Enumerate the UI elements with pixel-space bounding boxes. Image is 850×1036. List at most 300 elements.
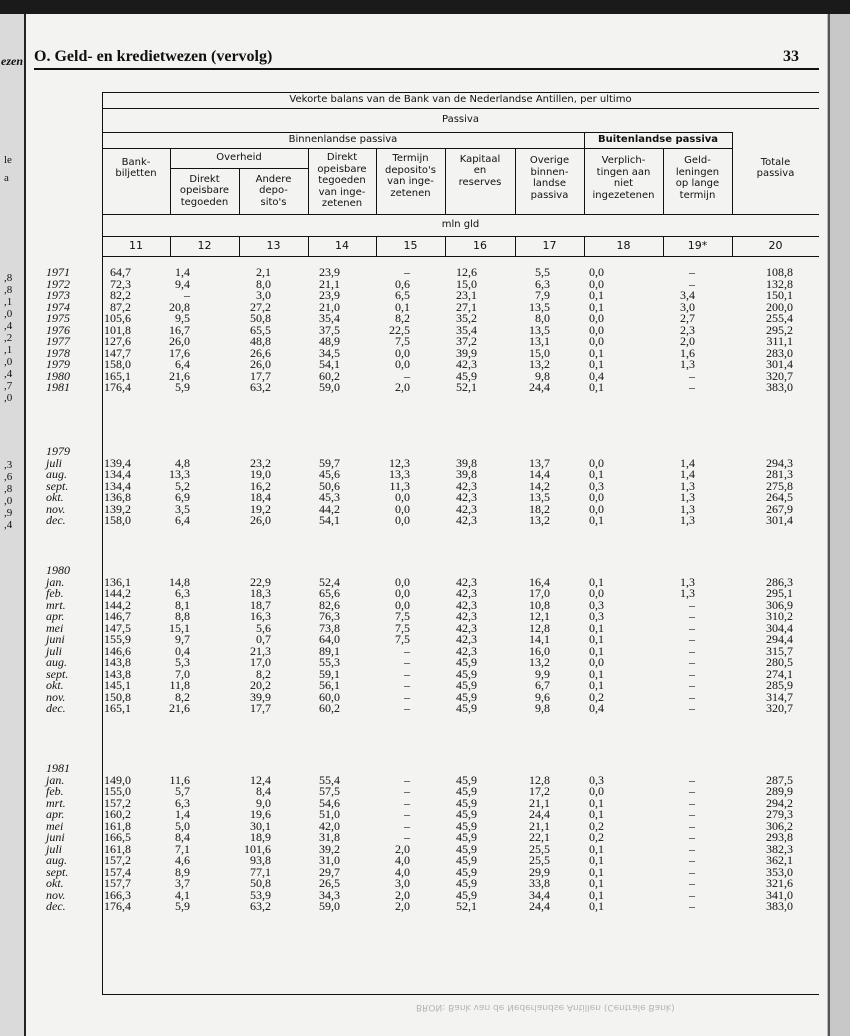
- table-cell: –: [689, 853, 695, 867]
- table-cell: –: [689, 772, 695, 787]
- table-cell: 63,2: [250, 899, 271, 913]
- table-cell: –: [689, 795, 695, 810]
- table-cell: 1,4: [680, 455, 695, 470]
- table-cell: 17,7: [250, 368, 271, 383]
- table-cell: 155,9: [104, 632, 131, 646]
- table-cell: 72,3: [110, 276, 131, 291]
- table-cell: 4,1: [175, 887, 190, 902]
- value-column: [635, 772, 695, 913]
- table-cell: 6,7: [535, 678, 550, 692]
- table-cell: 42,3: [456, 501, 477, 516]
- table-cell: 21,3: [250, 643, 271, 658]
- table-cell: 26,0: [250, 513, 271, 527]
- table-cell: –: [689, 689, 695, 704]
- table-cell: 283,0: [766, 345, 793, 360]
- table-cell: 0,4: [175, 643, 190, 658]
- table-cell: 0,1: [589, 467, 604, 481]
- table-cell: 0,1: [589, 841, 604, 856]
- table-cell: 0,1: [589, 345, 604, 360]
- table-cell: 20,2: [250, 678, 271, 692]
- table-cell: 0,1: [395, 299, 410, 314]
- table-cell: –: [689, 678, 695, 692]
- row-label: 1972: [46, 276, 70, 291]
- table-cell: 0,7: [256, 632, 271, 646]
- table-cell: –: [689, 701, 695, 715]
- value-column: [130, 772, 190, 913]
- table-cell: 2,1: [256, 265, 271, 279]
- table-cell: 8,0: [256, 276, 271, 291]
- value-column: [350, 574, 410, 715]
- table-cell: 9,6: [535, 689, 550, 704]
- col-18-header: Verplich- tingen aan niet ingezetenen: [592, 155, 655, 201]
- table-cell: 0,0: [589, 311, 604, 325]
- table-cell: 9,8: [535, 368, 550, 383]
- col-19-header: Geld- leningen op lange termijn: [675, 155, 720, 201]
- table-cell: 15,1: [169, 620, 190, 635]
- row-label: 1975: [46, 311, 70, 325]
- table-cell: 294,4: [766, 632, 793, 646]
- table-cell: 76,3: [319, 609, 340, 623]
- table-cell: 45,9: [456, 853, 477, 867]
- table-cell: 45,9: [456, 841, 477, 856]
- table-cell: 23,2: [250, 455, 271, 470]
- table-cell: 0,0: [589, 322, 604, 337]
- table-cell: 3,5: [175, 501, 190, 516]
- table-cell: 8,2: [395, 311, 410, 325]
- table-cell: 17,6: [169, 345, 190, 360]
- table-cell: 0,1: [589, 357, 604, 371]
- table-cell: 1,3: [680, 501, 695, 516]
- row-label: 1973: [46, 288, 70, 302]
- table-cell: 139,2: [104, 501, 131, 516]
- table-cell: 9,7: [175, 632, 190, 646]
- table-cell: 57,5: [319, 784, 340, 798]
- table-cell: 0,1: [589, 632, 604, 646]
- table-cell: 45,9: [456, 784, 477, 798]
- table-cell: –: [404, 689, 410, 704]
- table-cell: 6,4: [175, 513, 190, 527]
- table-cell: 267,9: [766, 501, 793, 516]
- document-page: [26, 14, 827, 1036]
- table-cell: 8,2: [256, 666, 271, 681]
- table-cell: 143,8: [104, 666, 131, 681]
- rule: [102, 994, 819, 995]
- table-cell: 45,9: [456, 666, 477, 681]
- row-label: juli: [46, 455, 63, 470]
- row-label: nov.: [46, 887, 66, 902]
- table-cell: 264,5: [766, 490, 793, 504]
- table-cell: 8,0: [535, 311, 550, 325]
- table-cell: 82,6: [319, 597, 340, 612]
- table-cell: 0,3: [589, 597, 604, 612]
- table-cell: 150,8: [104, 689, 131, 704]
- table-cell: 7,5: [395, 620, 410, 635]
- table-cell: 320,7: [766, 701, 793, 715]
- domestic-header: Binnenlandse passiva: [288, 134, 398, 146]
- table-cell: 287,5: [766, 772, 793, 787]
- col-14-header: Direkt opeisbare tegoeden van inge- zetenen: [317, 152, 367, 210]
- table-cell: 8,8: [175, 609, 190, 623]
- table-cell: 35,2: [456, 311, 477, 325]
- value-column: [211, 574, 271, 715]
- table-cell: 87,2: [110, 299, 131, 314]
- table-cell: –: [689, 864, 695, 879]
- table-cell: 14,4: [529, 467, 550, 481]
- table-cell: 127,6: [104, 334, 131, 348]
- table-cell: 5,5: [535, 265, 550, 279]
- row-label: mei: [46, 620, 64, 635]
- table-cell: 54,6: [319, 795, 340, 810]
- table-cell: 26,6: [250, 345, 271, 360]
- left-page-fragment: ,9: [4, 507, 13, 519]
- row-label: dec.: [46, 701, 66, 715]
- rule: [102, 214, 819, 215]
- table-cell: 157,2: [104, 795, 131, 810]
- table-cell: 315,7: [766, 643, 793, 658]
- table-cell: 23,9: [319, 288, 340, 302]
- table-cell: –: [404, 795, 410, 810]
- column-number: 19*: [687, 239, 708, 252]
- table-cell: 281,3: [766, 467, 793, 481]
- table-cell: 12,1: [529, 609, 550, 623]
- table-cell: 1,4: [680, 467, 695, 481]
- table-cell: 5,9: [175, 380, 190, 394]
- table-cell: –: [689, 841, 695, 856]
- table-cell: 20,8: [169, 299, 190, 314]
- table-cell: 3,0: [680, 299, 695, 314]
- row-label: dec.: [46, 513, 66, 527]
- table-cell: 0,1: [589, 513, 604, 527]
- table-cell: 23,9: [319, 265, 340, 279]
- table-cell: –: [689, 597, 695, 612]
- table-cell: 3,0: [256, 288, 271, 302]
- table-cell: 0,1: [589, 574, 604, 589]
- row-labels: [46, 267, 70, 394]
- table-cell: 35,4: [319, 311, 340, 325]
- table-cell: 321,6: [766, 876, 793, 890]
- table-cell: 295,1: [766, 586, 793, 600]
- table-cell: 6,9: [175, 490, 190, 504]
- table-cell: 280,5: [766, 655, 793, 669]
- value-column: [211, 455, 271, 527]
- table-cell: 42,3: [456, 574, 477, 589]
- left-page-fragment: ,8: [4, 272, 13, 284]
- table-cell: 1,6: [680, 345, 695, 360]
- row-label: apr.: [46, 807, 65, 821]
- column-number: 20: [768, 239, 783, 252]
- table-cell: 143,8: [104, 655, 131, 669]
- table-cell: 42,3: [456, 513, 477, 527]
- table-cell: 161,8: [104, 841, 131, 856]
- value-column: [733, 574, 793, 715]
- left-page-fragment: ,4: [4, 320, 13, 332]
- value-column: [490, 772, 550, 913]
- table-cell: 8,4: [175, 830, 190, 844]
- row-label: aug.: [46, 853, 67, 867]
- table-cell: 293,8: [766, 830, 793, 844]
- row-label: 1976: [46, 322, 70, 337]
- table-cell: 144,2: [104, 586, 131, 600]
- left-page-fragment: ,7: [4, 380, 13, 392]
- table-cell: –: [689, 784, 695, 798]
- table-cell: 0,0: [395, 501, 410, 516]
- value-column: [211, 267, 271, 394]
- table-cell: 45,9: [456, 818, 477, 833]
- row-label: 1978: [46, 345, 70, 360]
- table-cell: 0,1: [589, 795, 604, 810]
- table-cell: 59,7: [319, 455, 340, 470]
- table-cell: 274,1: [766, 666, 793, 681]
- table-cell: 31,8: [319, 830, 340, 844]
- value-column: [71, 455, 131, 527]
- table-cell: 314,7: [766, 689, 793, 704]
- row-label: aug.: [46, 467, 67, 481]
- table-cell: 101,8: [104, 322, 131, 337]
- unit-label: mln gld: [441, 219, 480, 231]
- column-number: 14: [335, 239, 349, 252]
- row-label: sept.: [46, 864, 69, 879]
- row-label: jan.: [46, 574, 65, 589]
- table-cell: 50,8: [250, 876, 271, 890]
- table-cell: 134,4: [104, 467, 131, 481]
- table-cell: 147,5: [104, 620, 131, 635]
- value-column: [490, 455, 550, 527]
- row-label: 1974: [46, 299, 70, 314]
- table-cell: 0,0: [395, 586, 410, 600]
- table-cell: 0,1: [589, 807, 604, 821]
- table-cell: 12,4: [250, 772, 271, 787]
- table-cell: 150,1: [766, 288, 793, 302]
- col-11-header: Bank- biljetten: [115, 156, 157, 179]
- table-cell: 13,5: [529, 299, 550, 314]
- row-label: dec.: [46, 899, 66, 913]
- table-cell: 14,1: [529, 632, 550, 646]
- table-cell: 42,3: [456, 609, 477, 623]
- table-cell: 60,2: [319, 701, 340, 715]
- table-cell: 8,1: [175, 597, 190, 612]
- table-cell: 34,3: [319, 887, 340, 902]
- row-label: juli: [46, 841, 63, 856]
- rule: [102, 256, 819, 257]
- col-15-header: Termijn deposito's van inge- zetenen: [385, 153, 436, 199]
- foreign-header: Buitenlandse passiva: [597, 134, 719, 146]
- table-cell: –: [404, 818, 410, 833]
- left-page-fragment: ,1: [4, 296, 13, 308]
- table-cell: –: [689, 265, 695, 279]
- table-cell: 50,6: [319, 478, 340, 493]
- value-column: [130, 574, 190, 715]
- value-column: [130, 267, 190, 394]
- table-cell: 42,3: [456, 597, 477, 612]
- table-cell: 0,0: [395, 597, 410, 612]
- table-cell: 16,2: [250, 478, 271, 493]
- value-column: [490, 267, 550, 394]
- table-cell: 295,2: [766, 322, 793, 337]
- value-column: [544, 574, 604, 715]
- table-cell: 37,5: [319, 322, 340, 337]
- left-page-fragment: ,4: [4, 368, 13, 380]
- table-cell: –: [404, 772, 410, 787]
- column-number: 15: [403, 239, 418, 252]
- table-cell: 13,2: [529, 357, 550, 371]
- value-column: [280, 772, 340, 913]
- table-cell: 44,2: [319, 501, 340, 516]
- table-cell: 0,0: [589, 501, 604, 516]
- table-cell: 73,8: [319, 620, 340, 635]
- table-cell: 320,7: [766, 368, 793, 383]
- table-cell: 45,9: [456, 368, 477, 383]
- value-column: [635, 574, 695, 715]
- table-cell: 301,4: [766, 357, 793, 371]
- table-cell: 37,2: [456, 334, 477, 348]
- table-caption: Vekorte balans van de Bank van de Nederlandse Antillen, per ultimo: [289, 94, 632, 106]
- table-cell: 29,7: [319, 864, 340, 879]
- table-cell: 16,7: [169, 322, 190, 337]
- table-cell: 18,7: [250, 597, 271, 612]
- table-cell: 6,3: [535, 276, 550, 291]
- left-page-fragment: ,0: [4, 356, 13, 368]
- table-cell: 4,0: [395, 864, 410, 879]
- table-cell: 9,5: [175, 311, 190, 325]
- row-labels: [46, 565, 70, 715]
- table-cell: 2,0: [680, 334, 695, 348]
- table-cell: 9,4: [175, 276, 190, 291]
- table-cell: 34,5: [319, 345, 340, 360]
- table-cell: 0,1: [589, 643, 604, 658]
- table-cell: 34,4: [529, 887, 550, 902]
- table-cell: 45,9: [456, 772, 477, 787]
- table-cell: 21,6: [169, 368, 190, 383]
- table-cell: 301,4: [766, 513, 793, 527]
- table-cell: 286,3: [766, 574, 793, 589]
- table-cell: 16,0: [529, 643, 550, 658]
- table-cell: 12,3: [389, 455, 410, 470]
- table-cell: 45,9: [456, 864, 477, 879]
- table-cell: 54,1: [319, 513, 340, 527]
- table-cell: 279,3: [766, 807, 793, 821]
- row-label: mrt.: [46, 597, 66, 612]
- table-cell: 45,9: [456, 830, 477, 844]
- left-page-fragment: ,3: [4, 459, 13, 471]
- row-label: feb.: [46, 784, 64, 798]
- table-cell: 155,0: [104, 784, 131, 798]
- table-cell: 42,3: [456, 478, 477, 493]
- table-cell: 383,0: [766, 380, 793, 394]
- table-cell: 27,2: [250, 299, 271, 314]
- table-cell: 55,4: [319, 772, 340, 787]
- table-cell: 166,3: [104, 887, 131, 902]
- left-page-fragment: ,8: [4, 483, 13, 495]
- table-cell: 105,6: [104, 311, 131, 325]
- title-rule: [34, 68, 819, 70]
- table-cell: 45,9: [456, 876, 477, 890]
- table-cell: 304,4: [766, 620, 793, 635]
- table-cell: –: [689, 876, 695, 890]
- table-cell: 50,8: [250, 311, 271, 325]
- table-cell: 12,6: [456, 265, 477, 279]
- table-cell: –: [184, 288, 190, 302]
- table-cell: 311,1: [766, 334, 793, 348]
- column-number: 17: [542, 239, 557, 252]
- table-cell: 25,5: [529, 841, 550, 856]
- table-cell: 59,0: [319, 899, 340, 913]
- table-cell: 59,0: [319, 380, 340, 394]
- table-cell: 39,8: [456, 467, 477, 481]
- table-cell: 3,4: [680, 288, 695, 302]
- table-cell: 45,9: [456, 807, 477, 821]
- table-cell: 0,6: [395, 276, 410, 291]
- table-cell: 26,0: [169, 334, 190, 348]
- table-cell: –: [689, 899, 695, 913]
- row-label: nov.: [46, 501, 66, 516]
- table-cell: 306,2: [766, 818, 793, 833]
- table-cell: 362,1: [766, 853, 793, 867]
- table-cell: 33,8: [529, 876, 550, 890]
- value-column: [130, 455, 190, 527]
- table-cell: –: [689, 609, 695, 623]
- table-cell: –: [689, 632, 695, 646]
- table-cell: 22,9: [250, 574, 271, 589]
- table-cell: 1,3: [680, 586, 695, 600]
- table-cell: 26,5: [319, 876, 340, 890]
- value-column: [211, 772, 271, 913]
- table-cell: 146,7: [104, 609, 131, 623]
- table-cell: 200,0: [766, 299, 793, 314]
- table-cell: 1,4: [175, 807, 190, 821]
- table-cell: 157,2: [104, 853, 131, 867]
- table-cell: 27,1: [456, 299, 477, 314]
- adjacent-left-page: [0, 14, 26, 1036]
- table-cell: 19,6: [250, 807, 271, 821]
- table-cell: 108,8: [766, 265, 793, 279]
- value-column: [71, 267, 131, 394]
- row-labels: [46, 763, 70, 913]
- table-cell: 51,0: [319, 807, 340, 821]
- table-cell: 7,5: [395, 632, 410, 646]
- left-page-fragment: a: [4, 172, 9, 184]
- table-cell: 13,2: [529, 655, 550, 669]
- table-cell: 45,9: [456, 655, 477, 669]
- column-number: 16: [473, 239, 487, 252]
- row-label: 1979: [46, 357, 70, 371]
- value-column: [544, 772, 604, 913]
- table-cell: 14,8: [169, 574, 190, 589]
- table-cell: 1,3: [680, 357, 695, 371]
- table-cell: 17,0: [250, 655, 271, 669]
- table-cell: 275,8: [766, 478, 793, 493]
- table-cell: –: [689, 887, 695, 902]
- table-cell: 0,0: [589, 655, 604, 669]
- table-cell: 30,1: [250, 818, 271, 833]
- table-cell: 24,4: [529, 807, 550, 821]
- table-cell: 22,5: [389, 322, 410, 337]
- table-cell: 176,4: [104, 899, 131, 913]
- table-cell: 18,9: [250, 830, 271, 844]
- table-cell: 45,9: [456, 689, 477, 704]
- rule: [102, 236, 819, 237]
- table-cell: 0,0: [589, 265, 604, 279]
- left-page-fragment: ,8: [4, 284, 13, 296]
- table-cell: 2,0: [395, 899, 410, 913]
- row-label: juli: [46, 643, 63, 658]
- table-cell: 29,9: [529, 864, 550, 879]
- table-cell: –: [689, 655, 695, 669]
- value-column: [417, 455, 477, 527]
- table-cell: 5,7: [175, 784, 190, 798]
- left-page-fragment: ,6: [4, 471, 13, 483]
- table-cell: 294,2: [766, 795, 793, 810]
- col-17-header: Overige binnen- landse passiva: [529, 155, 570, 201]
